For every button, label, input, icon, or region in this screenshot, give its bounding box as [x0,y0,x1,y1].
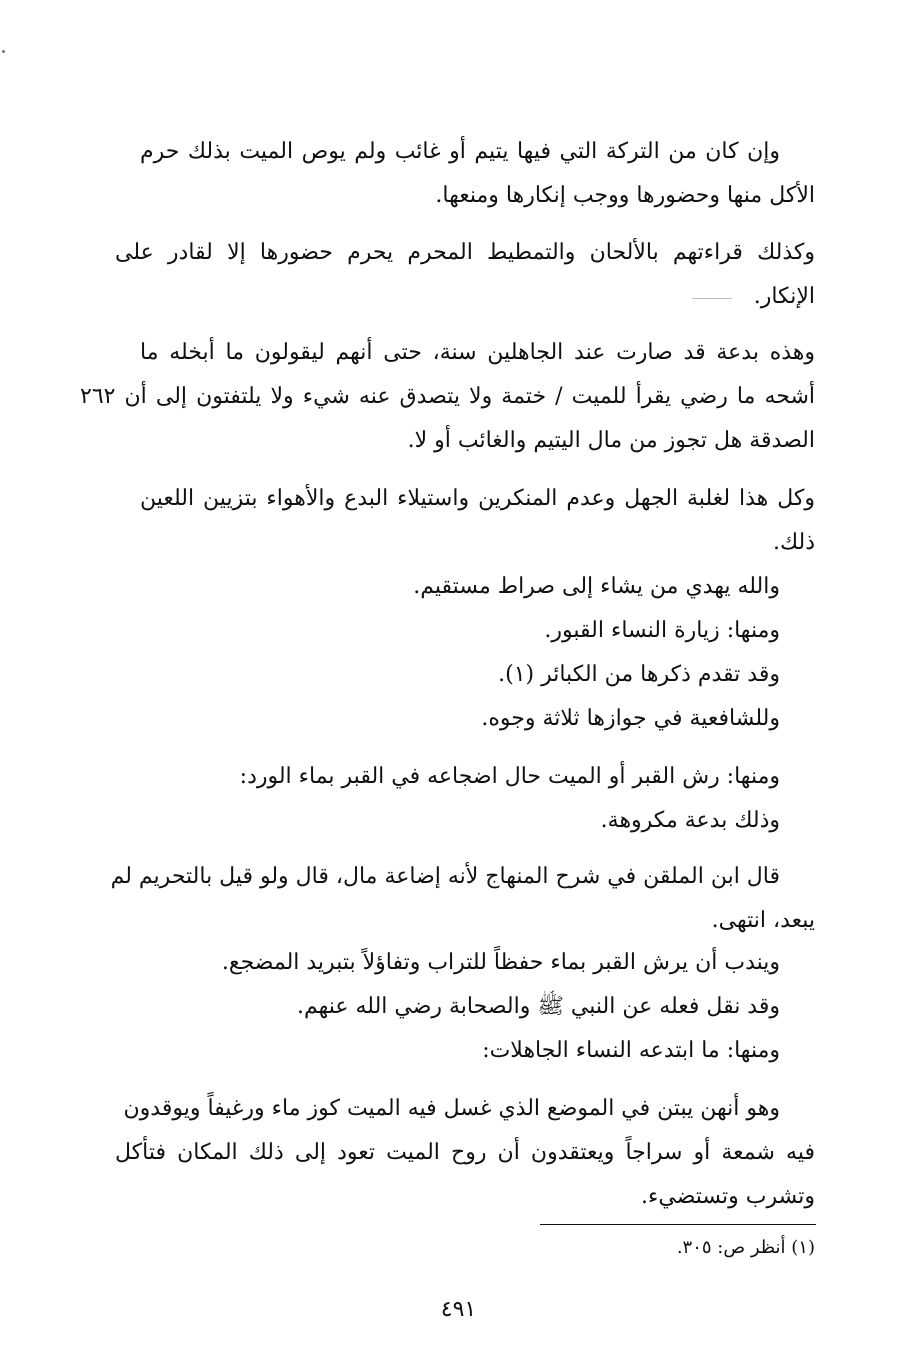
text-line-11: ومنها: زيارة النساء القبور. [544,618,780,643]
text-line-5: وهذه بدعة قد صارت عند الجاهلين سنة، حتى أنهم ليقولون ما أبخله ما [140,340,815,365]
footnote: (١) أنظر ص: ٣٠٥. [676,1237,815,1258]
text-line-17: يبعد، انتهى. [711,908,815,933]
text-line-9: ذلك. [772,530,815,555]
text-line-19: وقد نقل فعله عن النبي ﷺ والصحابة رضي الله عنهم. [296,994,780,1019]
text-line-3: وكذلك قراءتهم بالألحان والتمطيط المحرم يحرم حضورها إلا لقادر على [115,240,815,265]
text-line-21: وهو أنهن يبتن في الموضع الذي غسل فيه الميت كوز ماء ورغيفاً ويوقدون [123,1096,780,1121]
text-line-7: الصدقة هل تجوز من مال اليتيم والغائب أو لا. [407,428,815,453]
text-line-14: ومنها: رش القبر أو الميت حال اضجاعه في القبر بماء الورد: [239,764,780,789]
page-number: ٤٩١ [440,1297,477,1322]
scan-speck [2,50,5,53]
text-line-18: ويندب أن يرش القبر بماء حفظاً للتراب وتفاؤلاً بتبريد المضجع. [221,950,780,975]
text-line-12: وقد تقدم ذكرها من الكبائر (١). [498,662,780,687]
text-line-23: وتشرب وتستضيء. [641,1184,815,1209]
text-line-4: الإنكار. [753,284,815,309]
text-line-22: فيه شمعة أو سراجاً ويعتقدون أن روح الميت تعود إلى ذلك المكان فتأكل [115,1140,815,1165]
footnote-separator [540,1224,816,1225]
text-line-20: ومنها: ما ابتدعه النساء الجاهلات: [482,1038,780,1063]
text-line-15: وذلك بدعة مكروهة. [600,808,780,833]
text-line-13: وللشافعية في جوازها ثلاثة وجوه. [481,706,780,731]
text-line-16: قال ابن الملقن في شرح المنهاج لأنه إضاعة مال، قال ولو قيل بالتحريم لم [110,864,780,889]
text-line-6: أشحه ما رضي يقرأ للميت / ختمة ولا يتصدق عنه شيء ولا يلتفتون إلى أن ٢٦٢ [80,384,815,409]
text-line-2: الأكل منها وحضورها ووجب إنكارها ومنعها. [435,183,815,208]
text-line-1: وإن كان من التركة التي فيها يتيم أو غائب ولم يوص الميت بذلك حرم [140,139,780,164]
faint-underline-mark [692,298,732,299]
text-line-8: وكل هذا لغلبة الجهل وعدم المنكرين واستيلاء البدع والأهواء بتزيين اللعين [140,486,815,511]
text-line-10: والله يهدي من يشاء إلى صراط مستقيم. [413,574,780,599]
